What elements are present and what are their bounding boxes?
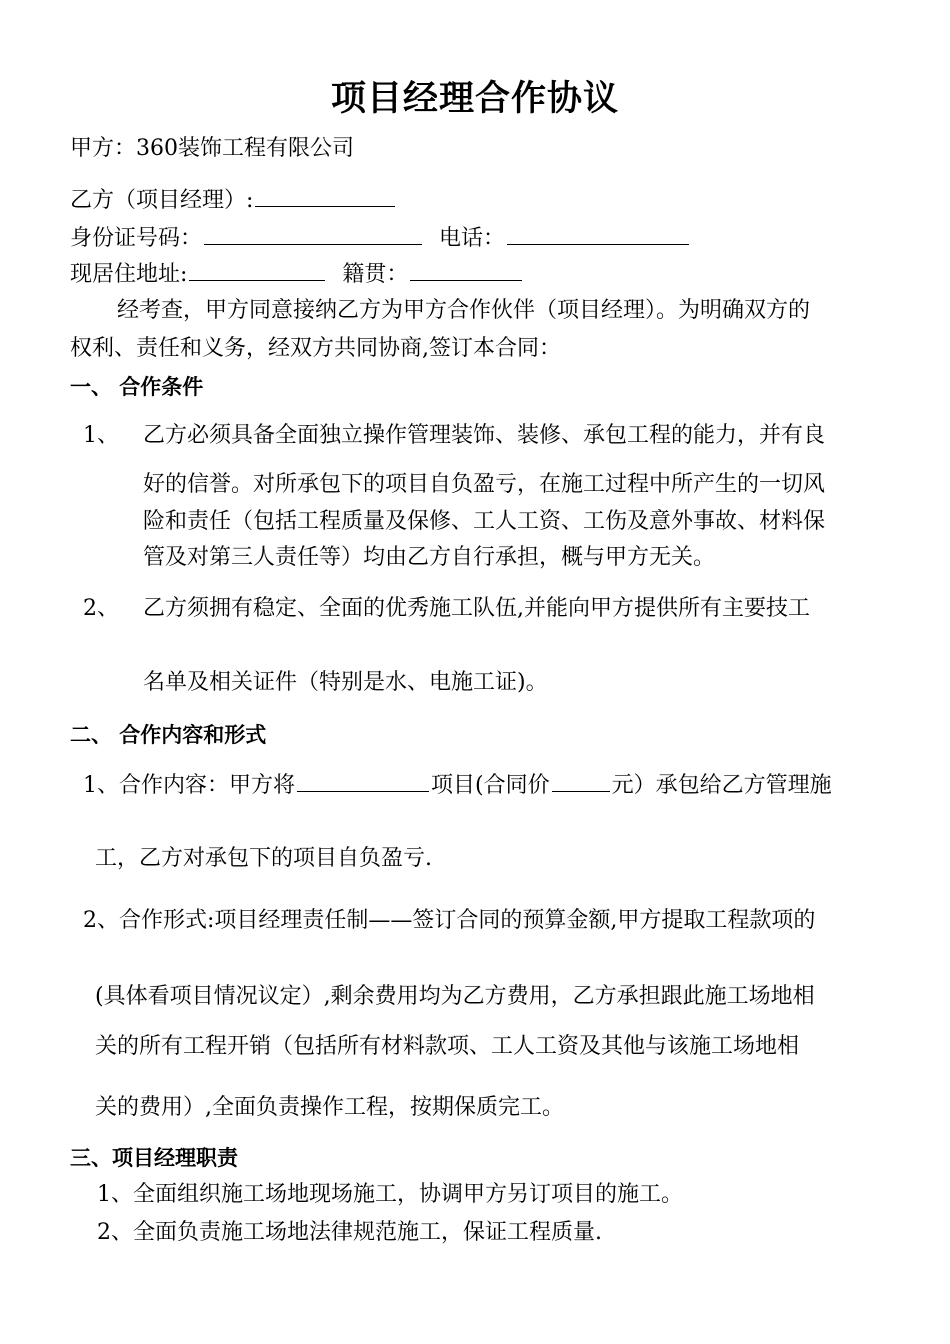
section2-heading: 二、 合作内容和形式: [70, 723, 267, 747]
section1-item2-number: 2、: [83, 596, 119, 621]
section2-item2-line3: 关的所有工程开销（包括所有材料款项、工人工资及其他与该施工场地相: [95, 1034, 800, 1059]
section1-item1-number: 1、: [83, 423, 119, 448]
phone-blank: [507, 222, 689, 245]
section2-item1-text-c: 元）承包给乙方管理施: [611, 773, 832, 798]
party-b-line: [70, 184, 397, 216]
address-blank: [189, 258, 325, 281]
phone-label: 电话：: [439, 226, 506, 251]
party-b-blank: [255, 184, 395, 207]
section3-item1: 1、全面组织施工场地现场施工，协调甲方另订项目的施工。: [97, 1182, 683, 1207]
native-label: 籍贯：: [342, 262, 409, 287]
id-blank: [204, 222, 422, 245]
section1-item2-line2: 名单及相关证件（特别是水、电施工证)。: [143, 670, 548, 695]
document-title: 项目经理合作协议: [330, 79, 619, 119]
section3-heading: 三、项目经理职责: [70, 1146, 238, 1170]
section2-item1-text-b: 项目(合同价: [431, 773, 550, 798]
section3-item2: 2、全面负责施工场地法律规范施工，保证工程质量.: [97, 1220, 602, 1245]
section2-item2-line4: 关的费用）,全面负责操作工程，按期保质完工。: [95, 1095, 564, 1120]
party-a-line: 甲方：360装饰工程有限公司: [70, 136, 354, 161]
section1-heading: 一、 合作条件: [70, 375, 204, 399]
section2-item1-text-a: 1、合作内容：甲方将: [83, 773, 295, 798]
party-b-label: 乙方（项目经理）:: [70, 188, 254, 213]
section1-item1-line2: 好的信誉。对所承包下的项目自负盈亏，在施工过程中所产生的一切风: [143, 472, 826, 497]
id-label: 身份证号码：: [70, 226, 203, 251]
section1-item2-line1: 乙方须拥有稳定、全面的优秀施工队伍,并能向甲方提供所有主要技工: [143, 596, 810, 621]
id-phone-line: [70, 222, 691, 254]
section1-item1-line3: 险和责任（包括工程质量及保修、工人工资、工伤及意外事故、材料保: [143, 509, 826, 534]
section2-item1-line2: 工，乙方对承包下的项目自负盈亏.: [95, 846, 432, 871]
section1-item1-line4: 管及对第三人责任等）均由乙方自行承担，概与甲方无关。: [143, 545, 716, 570]
address-label: 现居住地址:: [70, 262, 188, 287]
section2-item1-line1: [83, 769, 832, 801]
intro-line-1: 经考查，甲方同意接纳乙方为甲方合作伙伴（项目经理）。为明确双方的: [117, 298, 811, 323]
native-blank: [410, 258, 522, 281]
contract-price-blank: [552, 769, 610, 792]
section1-item1-line1: 乙方必须具备全面独立操作管理装饰、装修、承包工程的能力，并有良: [143, 423, 826, 448]
project-name-blank: [297, 769, 429, 792]
address-native-line: [70, 258, 524, 290]
section2-item2-line1: 2、合作形式:项目经理责任制——签订合同的预算金额,甲方提取工程款项的: [83, 908, 816, 933]
section2-item2-line2: (具体看项目情况议定）,剩余费用均为乙方费用，乙方承担跟此施工场地相: [95, 984, 815, 1009]
intro-line-2: 权利、责任和义务，经双方共同协商,签订本合同：: [70, 336, 561, 361]
